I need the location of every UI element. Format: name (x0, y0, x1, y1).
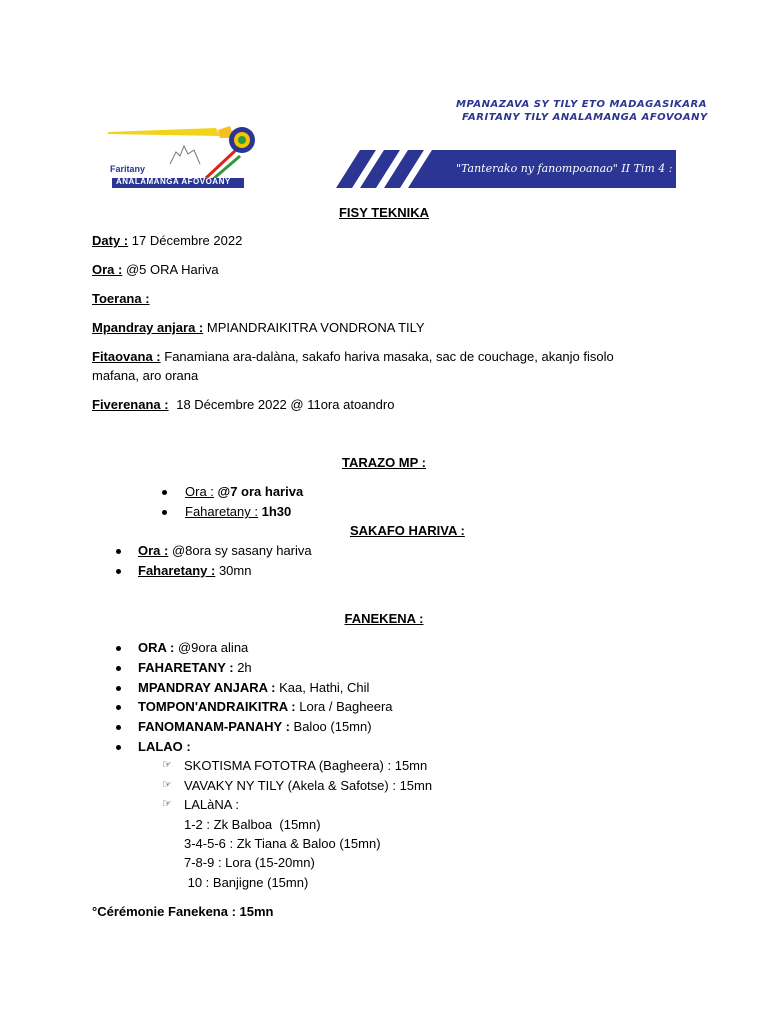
bullet-dot (116, 745, 121, 750)
fanekena-heading: FANEKENA : (344, 611, 424, 626)
header-banner (92, 86, 708, 192)
pointing-hand-icon: ☞ (162, 758, 172, 771)
lalana-line: 1-2 : Zk Balboa (15mn) (184, 817, 321, 832)
fanekena-item-label: FAHARETANY : (138, 660, 234, 675)
lalao-item: SKOTISMA FOTOTRA (Bagheera) : 15mn (184, 758, 428, 773)
lalao-item: LALàNA : (184, 797, 239, 812)
tarazo-faharetany-label: Faharetany : (185, 504, 258, 519)
fitaovana-row-2: mafana, aro orana (92, 368, 199, 383)
ora-row (92, 262, 219, 278)
fanekena-item-value: @9ora alina (177, 640, 249, 655)
fiverenana-value: 18 Décembre 2022 @ 11ora atoandro (176, 397, 395, 412)
toerana-row (92, 291, 150, 307)
org-line-1: MPANAZAVA SY TILY ETO MADAGASIKARA (456, 99, 707, 110)
pointing-hand-icon: ☞ (162, 778, 172, 791)
tarazo-ora (185, 484, 303, 500)
pointing-hand-icon: ☞ (162, 797, 172, 810)
sakafo-ora (138, 543, 312, 559)
toerana-label: Toerana : (92, 291, 150, 306)
bullet-dot (162, 510, 167, 515)
fanekena-item-label: LALAO : (138, 739, 191, 754)
bullet-dot (116, 646, 121, 651)
bullet-dot (162, 490, 167, 495)
fanekena-item (138, 739, 191, 755)
lalana-line: 7-8-9 : Lora (15-20mn) (184, 855, 315, 870)
sakafo-heading: SAKAFO HARIVA : (350, 523, 465, 538)
tarazo-heading: TARAZO MP : (341, 455, 426, 470)
fanekena-item (138, 680, 369, 696)
fitaovana-value-1: Fanamiana ara-dalàna, sakafo hariva masaka, sac de couchage, akanjo fisolo (164, 349, 614, 364)
fiverenana-row (92, 397, 394, 413)
tarazo-ora-label: Ora : (185, 484, 214, 499)
sakafo-faharetany-value: 30mn (218, 563, 252, 578)
fanekena-item-label: TOMPON'ANDRAIKITRA : (138, 699, 296, 714)
fanekena-item (138, 719, 372, 735)
fanekena-item-value: Baloo (15mn) (293, 719, 372, 734)
sakafo-faharetany (138, 563, 251, 579)
page-title: FISY TEKNIKA (338, 205, 430, 220)
sakafo-ora-value: @8ora sy sasany hariva (171, 543, 312, 558)
mpandray-label: Mpandray anjara : (92, 320, 204, 335)
ora-value: @5 ORA Hariva (125, 262, 219, 277)
mpandray-value: MPIANDRAIKITRA VONDRONA TILY (206, 320, 425, 335)
fanekena-item-value: Kaa, Hathi, Chil (279, 680, 370, 695)
bullet-dot (116, 725, 121, 730)
tarazo-ora-value: @7 ora hariva (217, 484, 304, 499)
bullet-dot (116, 705, 121, 710)
ceremonie-line: °Cérémonie Fanekena : 15mn (92, 904, 274, 919)
mpandray-row (92, 320, 425, 336)
daty-row (92, 233, 242, 249)
fanekena-item (138, 640, 248, 656)
tarazo-faharetany (185, 504, 291, 520)
fanekena-item-value: 2h (237, 660, 252, 675)
sakafo-ora-label: Ora : (138, 543, 169, 558)
fanekena-item (138, 660, 252, 676)
bullet-dot (116, 569, 121, 574)
fitaovana-label: Fitaovana : (92, 349, 161, 364)
fanekena-item-label: ORA : (138, 640, 175, 655)
tarazo-faharetany-value: 1h30 (261, 504, 292, 519)
sakafo-faharetany-label: Faharetany : (138, 563, 216, 578)
lalao-item: VAVAKY NY TILY (Akela & Safotse) : 15mn (184, 778, 433, 793)
fanekena-item-label: MPANDRAY ANJARA : (138, 680, 276, 695)
fiverenana-label: Fiverenana : (92, 397, 169, 412)
ora-label: Ora : (92, 262, 123, 277)
org-line-2: FARITANY TILY ANALAMANGA AFOVOANY (462, 112, 708, 123)
fanekena-item (138, 699, 393, 715)
bullet-dot (116, 666, 121, 671)
bullet-dot (116, 549, 121, 554)
daty-value: 17 Décembre 2022 (131, 233, 243, 248)
fanekena-item-value: Lora / Bagheera (299, 699, 393, 714)
logo-small-text: Faritany (110, 164, 146, 174)
lalana-line: 10 : Banjigne (15mn) (184, 875, 309, 890)
fanekena-item-label: FANOMANAM-PANAHY : (138, 719, 290, 734)
motto-text: "Tanterako ny fanompoanao" II Tim 4 : 5 e (456, 162, 693, 175)
fitaovana-row (92, 349, 614, 365)
lalana-line: 3-4-5-6 : Zk Tiana & Baloo (15mn) (184, 836, 381, 851)
daty-label: Daty : (92, 233, 129, 248)
logo-big-text: ANALAMANGA AFOVOANY (116, 177, 231, 186)
bullet-dot (116, 686, 121, 691)
